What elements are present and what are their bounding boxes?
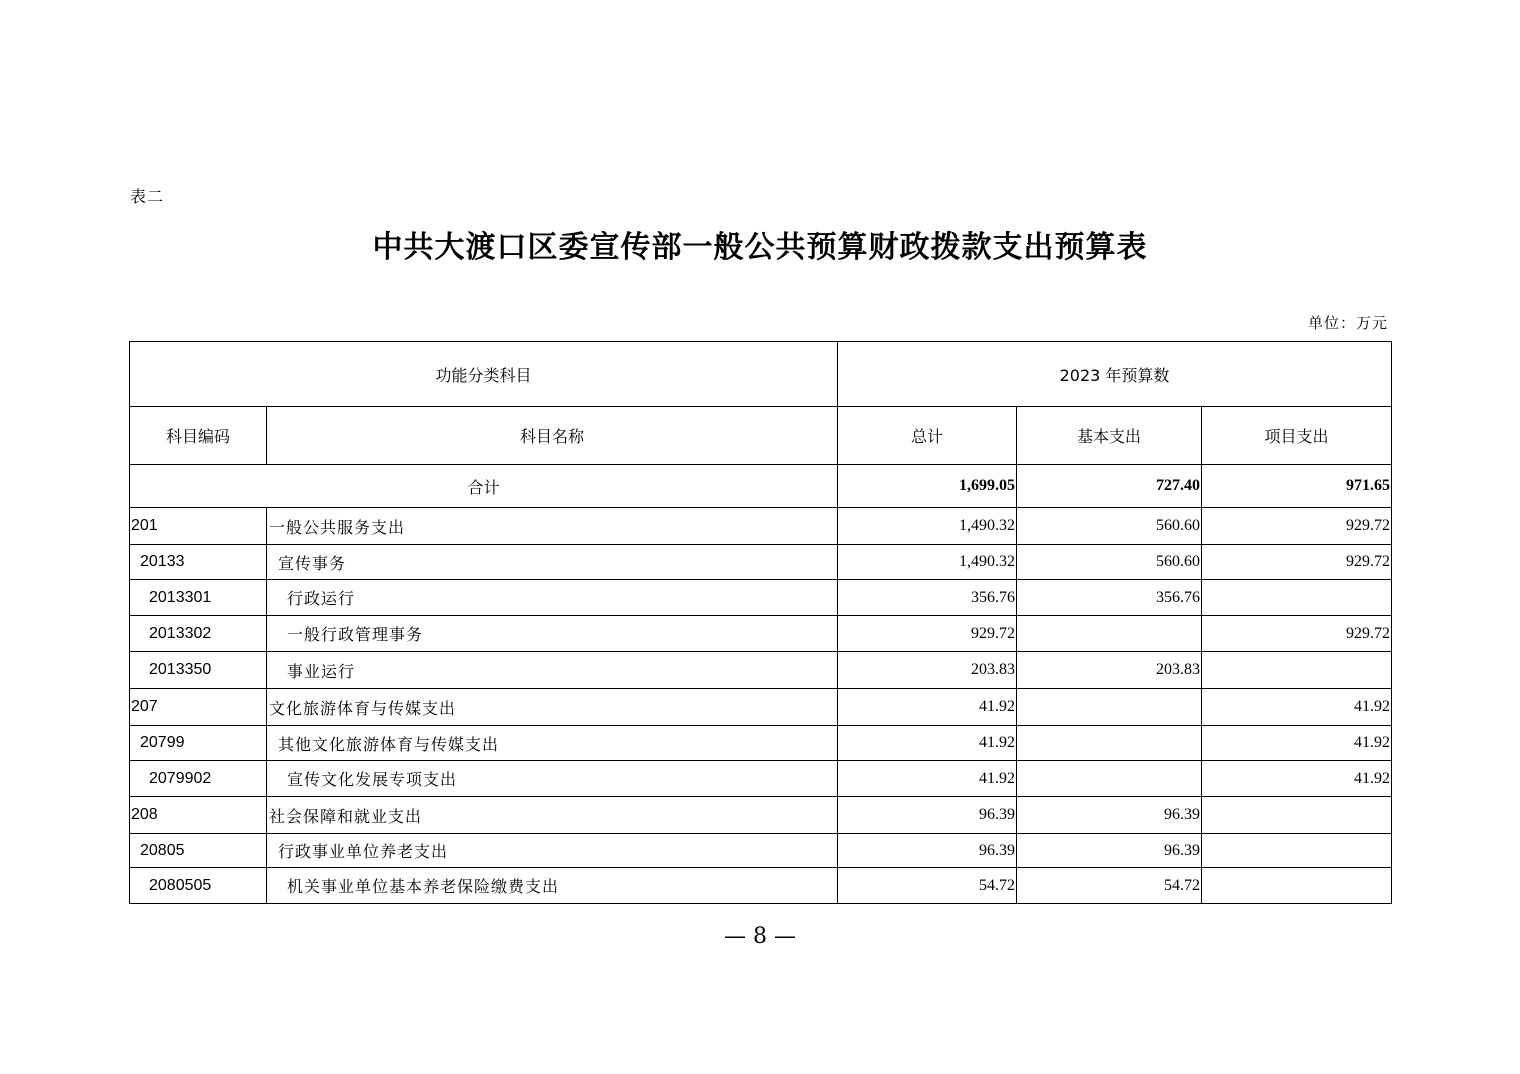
row-project (1202, 868, 1392, 904)
row-code: 20805 (130, 834, 267, 868)
row-total: 41.92 (838, 689, 1017, 726)
row-project (1202, 652, 1392, 689)
row-name: 其他文化旅游体育与传媒支出 (267, 726, 838, 761)
row-code: 207 (130, 689, 267, 726)
table-row (130, 580, 1392, 616)
row-basic (1017, 689, 1202, 726)
header-budget-2023: 2023 年预算数 (838, 342, 1392, 407)
page-title: 中共大渡口区委宣传部一般公共预算财政拨款支出预算表 (372, 230, 1148, 265)
header-total: 总计 (838, 407, 1017, 465)
row-basic: 96.39 (1017, 834, 1202, 868)
row-basic: 356.76 (1017, 580, 1202, 616)
row-total: 1,490.32 (838, 508, 1017, 545)
row-total: 54.72 (838, 868, 1017, 904)
row-name: 宣传事务 (267, 545, 838, 580)
header-functional-classification: 功能分类科目 (130, 342, 838, 407)
row-total: 41.92 (838, 761, 1017, 797)
row-name: 宣传文化发展专项支出 (267, 761, 838, 797)
table-row (130, 689, 1392, 726)
table-row (130, 545, 1392, 580)
row-name: 行政事业单位养老支出 (267, 834, 838, 868)
table-row (130, 652, 1392, 689)
row-basic: 560.60 (1017, 508, 1202, 545)
row-total: 1,490.32 (838, 545, 1017, 580)
row-basic (1017, 761, 1202, 797)
table-row (130, 508, 1392, 545)
row-name: 事业运行 (267, 652, 838, 689)
table-label: 表二 (130, 187, 165, 206)
total-label: 合计 (130, 465, 838, 508)
row-code: 201 (130, 508, 267, 545)
row-project: 929.72 (1202, 508, 1392, 545)
unit-label: 单位：万元 (1307, 314, 1388, 332)
row-code: 208 (130, 797, 267, 834)
row-project (1202, 580, 1392, 616)
page-number: — 8 — (724, 924, 796, 949)
row-project: 929.72 (1202, 545, 1392, 580)
table-row (130, 726, 1392, 761)
row-name: 行政运行 (267, 580, 838, 616)
row-total: 203.83 (838, 652, 1017, 689)
total-basic: 727.40 (1017, 465, 1202, 508)
row-name: 一般公共服务支出 (267, 508, 838, 545)
table-row (130, 616, 1392, 652)
row-total: 41.92 (838, 726, 1017, 761)
row-code: 20133 (130, 545, 267, 580)
row-project (1202, 797, 1392, 834)
row-total: 356.76 (838, 580, 1017, 616)
row-code: 2013350 (130, 652, 267, 689)
row-code: 20799 (130, 726, 267, 761)
row-project: 41.92 (1202, 726, 1392, 761)
row-basic: 54.72 (1017, 868, 1202, 904)
header-name: 科目名称 (267, 407, 838, 465)
row-name: 文化旅游体育与传媒支出 (267, 689, 838, 726)
row-name: 社会保障和就业支出 (267, 797, 838, 834)
row-total: 96.39 (838, 834, 1017, 868)
total-total: 1,699.05 (838, 465, 1017, 508)
row-project: 929.72 (1202, 616, 1392, 652)
row-total: 929.72 (838, 616, 1017, 652)
row-basic (1017, 726, 1202, 761)
row-basic: 96.39 (1017, 797, 1202, 834)
table-row (130, 797, 1392, 834)
row-name: 机关事业单位基本养老保险缴费支出 (267, 868, 838, 904)
table-row (130, 868, 1392, 904)
row-project: 41.92 (1202, 761, 1392, 797)
row-code: 2079902 (130, 761, 267, 797)
row-project (1202, 834, 1392, 868)
row-code: 2013302 (130, 616, 267, 652)
row-total: 96.39 (838, 797, 1017, 834)
row-code: 2080505 (130, 868, 267, 904)
row-basic (1017, 616, 1202, 652)
row-name: 一般行政管理事务 (267, 616, 838, 652)
total-project: 971.65 (1202, 465, 1392, 508)
header-column-row (130, 407, 1392, 465)
header-project: 项目支出 (1202, 407, 1392, 465)
row-basic: 203.83 (1017, 652, 1202, 689)
header-basic: 基本支出 (1017, 407, 1202, 465)
table-row (130, 761, 1392, 797)
row-project: 41.92 (1202, 689, 1392, 726)
header-code: 科目编码 (130, 407, 267, 465)
row-code: 2013301 (130, 580, 267, 616)
row-basic: 560.60 (1017, 545, 1202, 580)
budget-table (129, 341, 1392, 904)
total-row (130, 465, 1392, 508)
header-group-row (130, 342, 1392, 407)
table-row (130, 834, 1392, 868)
